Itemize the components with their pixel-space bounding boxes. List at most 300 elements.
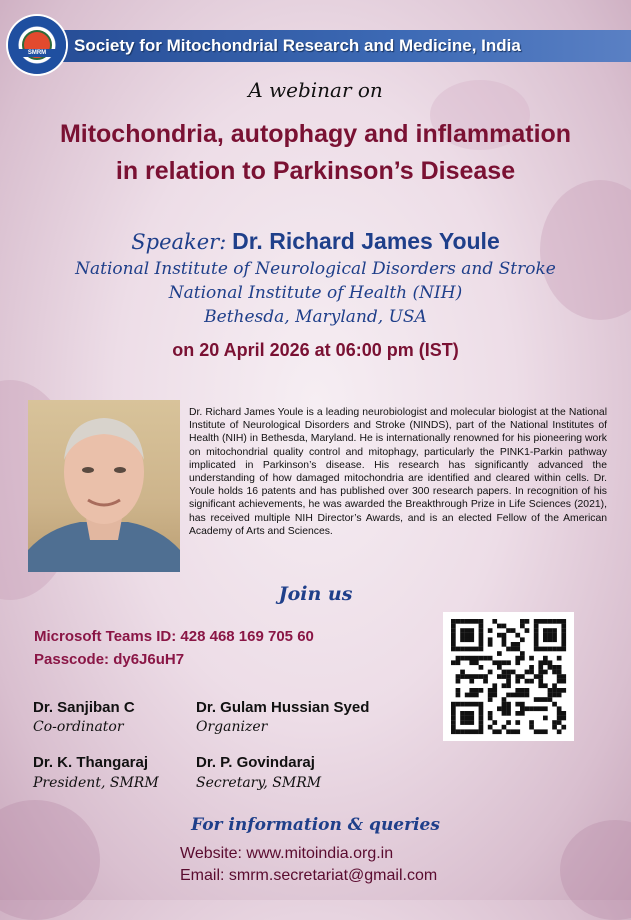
- qr-module: [460, 720, 465, 725]
- qr-module: [469, 711, 474, 716]
- qr-module: [460, 647, 465, 652]
- qr-module: [552, 637, 557, 642]
- qr-module: [456, 702, 461, 707]
- qr-module: [548, 619, 553, 624]
- qr-module: [561, 716, 566, 721]
- qr-module: [511, 670, 516, 675]
- qr-module: [548, 660, 553, 665]
- qr-module: [520, 637, 525, 642]
- qr-module: [515, 688, 520, 693]
- qr-module: [557, 665, 562, 670]
- qr-module: [479, 711, 484, 716]
- qr-module: [534, 637, 539, 642]
- qr-module: [506, 674, 511, 679]
- speaker-bio: Dr. Richard James Youle is a leading neurobiologist and molecular biologist at the National Institute of Neurological Disorders and Stroke (NINDS), part of the National Institutes of Health (NIH) in Bethesda, Maryland. He is internationally renowned for his pioneering work on mitochondrial quality control and mitophagy, particularly the PINK1-Parkin pathway implicated in Parkinson’s disease. His research has significantly advanced the understanding of how damaged mitochondria are identified and cleared within cells. Dr. Youle holds 16 patents and has published over 300 research papers. In recognition of his significant achievements, he was awarded the Breakthrough Prize in Life Sciences (2021), has received multiple NIH Director’s Awards, and is an elected Fellow of the American Academy of Arts and Sciences.: [189, 407, 607, 537]
- qr-module: [557, 729, 562, 734]
- qr-module: [502, 670, 507, 675]
- qr-module: [538, 647, 543, 652]
- qr-module: [548, 628, 553, 633]
- qr-module: [451, 720, 456, 725]
- qr-module: [506, 660, 511, 665]
- qr-module: [548, 637, 553, 642]
- qr-module: [460, 711, 465, 716]
- qr-module: [502, 674, 507, 679]
- qr-module: [552, 670, 557, 675]
- qr-module: [451, 628, 456, 633]
- qr-module: [548, 688, 553, 693]
- qr-module: [534, 729, 539, 734]
- qr-module: [534, 697, 539, 702]
- qr-module: [469, 720, 474, 725]
- speaker-line: [0, 228, 631, 255]
- qr-module: [474, 688, 479, 693]
- email-link[interactable]: Email: smrm.secretariat@gmail.com: [180, 867, 438, 884]
- qr-code-graphic: [443, 612, 574, 741]
- person-role: Organizer: [196, 719, 268, 735]
- qr-module: [511, 642, 516, 647]
- qr-module: [525, 670, 530, 675]
- qr-module: [492, 693, 497, 698]
- qr-module: [529, 656, 534, 661]
- qr-module: [451, 702, 456, 707]
- qr-module: [451, 711, 456, 716]
- qr-module: [515, 729, 520, 734]
- qr-module: [561, 688, 566, 693]
- qr-module: [469, 716, 474, 721]
- person-role: Co-ordinator: [33, 719, 124, 735]
- qr-module: [465, 702, 470, 707]
- qr-module: [543, 697, 548, 702]
- qr-module: [502, 706, 507, 711]
- qr-module: [479, 725, 484, 730]
- speaker-label: Speaker:: [131, 230, 227, 254]
- qr-module: [488, 693, 493, 698]
- qr-module: [488, 628, 493, 633]
- qr-module: [529, 665, 534, 670]
- qr-module: [465, 647, 470, 652]
- qr-module: [474, 702, 479, 707]
- qr-module: [515, 711, 520, 716]
- qr-module: [465, 674, 470, 679]
- qr-module: [543, 637, 548, 642]
- speaker-affiliation-1: National Institute of Neurological Disorders and Stroke: [75, 259, 556, 279]
- qr-module: [515, 693, 520, 698]
- qr-module: [515, 656, 520, 661]
- qr-module: [469, 688, 474, 693]
- qr-module: [479, 642, 484, 647]
- qr-module: [497, 729, 502, 734]
- qr-module: [502, 725, 507, 730]
- qr-module: [469, 702, 474, 707]
- qr-module: [479, 674, 484, 679]
- qr-module: [479, 729, 484, 734]
- qr-module: [552, 647, 557, 652]
- qr-module: [488, 656, 493, 661]
- society-name: Society for Mitochondrial Research and Medicine, India: [74, 36, 521, 55]
- qr-module: [469, 633, 474, 638]
- qr-module: [506, 670, 511, 675]
- qr-module: [469, 693, 474, 698]
- speaker-name: Dr. Richard James Youle: [232, 228, 500, 254]
- qr-module: [497, 665, 502, 670]
- qr-module: [529, 720, 534, 725]
- qr-module: [451, 725, 456, 730]
- qr-module: [511, 693, 516, 698]
- qr-module: [479, 637, 484, 642]
- person-name: Dr. P. Govindaraj: [196, 754, 315, 771]
- qr-module: [469, 656, 474, 661]
- qr-module: [552, 725, 557, 730]
- qr-module: [479, 628, 484, 633]
- qr-module: [557, 688, 562, 693]
- qr-module: [469, 628, 474, 633]
- qr-module: [479, 702, 484, 707]
- qr-module: [460, 729, 465, 734]
- qr-module: [460, 670, 465, 675]
- qr-module: [548, 697, 553, 702]
- qr-module: [557, 679, 562, 684]
- qr-module: [456, 688, 461, 693]
- qr-module: [552, 720, 557, 725]
- qr-module: [506, 702, 511, 707]
- qr-module: [451, 716, 456, 721]
- qr-module: [538, 729, 543, 734]
- qr-module: [474, 674, 479, 679]
- qr-module: [525, 619, 530, 624]
- qr-module: [557, 706, 562, 711]
- qr-module: [502, 642, 507, 647]
- qr-module: [543, 716, 548, 721]
- teams-id: Microsoft Teams ID: 428 468 169 705 60: [34, 628, 314, 645]
- qr-module: [548, 633, 553, 638]
- qr-module: [511, 647, 516, 652]
- qr-module: [525, 628, 530, 633]
- qr-module: [474, 729, 479, 734]
- qr-module: [534, 642, 539, 647]
- qr-module: [451, 633, 456, 638]
- person-role: President, SMRM: [33, 775, 159, 791]
- qr-module: [460, 702, 465, 707]
- qr-module: [497, 651, 502, 656]
- speaker-portrait-icon: [28, 400, 180, 572]
- qr-module: [515, 702, 520, 707]
- qr-module: [548, 647, 553, 652]
- qr-module: [465, 633, 470, 638]
- qr-module: [469, 674, 474, 679]
- qr-module: [479, 716, 484, 721]
- qr-module: [552, 633, 557, 638]
- qr-module: [502, 624, 507, 629]
- qr-module: [488, 637, 493, 642]
- qr-module: [561, 647, 566, 652]
- qr-module: [515, 633, 520, 638]
- qr-module: [456, 619, 461, 624]
- qr-module: [456, 693, 461, 698]
- qr-module: [515, 642, 520, 647]
- qr-module: [520, 688, 525, 693]
- qr-module: [460, 716, 465, 721]
- qr-module: [483, 656, 488, 661]
- qr-module: [538, 665, 543, 670]
- website-link[interactable]: Website: www.mitoindia.org.in: [180, 845, 394, 862]
- event-title-line2: in relation to Parkinson’s Disease: [115, 157, 516, 185]
- qr-module: [557, 656, 562, 661]
- qr-module: [543, 633, 548, 638]
- qr-module: [506, 683, 511, 688]
- person-role: Secretary, SMRM: [196, 775, 322, 791]
- qr-module: [506, 647, 511, 652]
- webinar-subtitle: A webinar on: [248, 78, 383, 102]
- qr-module: [488, 670, 493, 675]
- qr-module: [557, 716, 562, 721]
- qr-module: [561, 679, 566, 684]
- qr-module: [561, 624, 566, 629]
- qr-module: [479, 619, 484, 624]
- qr-module: [529, 706, 534, 711]
- qr-module: [479, 647, 484, 652]
- qr-module: [552, 665, 557, 670]
- qr-module: [451, 637, 456, 642]
- qr-module: [488, 697, 493, 702]
- qr-module: [460, 637, 465, 642]
- qr-module: [511, 729, 516, 734]
- qr-module: [492, 660, 497, 665]
- qr-module: [529, 679, 534, 684]
- qr-module: [456, 729, 461, 734]
- qr-module: [479, 688, 484, 693]
- qr-module: [483, 674, 488, 679]
- qr-module: [506, 720, 511, 725]
- qr-module: [502, 697, 507, 702]
- qr-module: [520, 651, 525, 656]
- qr-module: [520, 674, 525, 679]
- qr-module: [506, 628, 511, 633]
- qr-module: [520, 711, 525, 716]
- qr-module: [469, 660, 474, 665]
- qr-module: [506, 729, 511, 734]
- qr-module: [451, 660, 456, 665]
- qr-module: [474, 660, 479, 665]
- qr-module: [538, 697, 543, 702]
- qr-module: [534, 619, 539, 624]
- qr-module: [561, 633, 566, 638]
- qr-module: [502, 702, 507, 707]
- qr-module: [492, 688, 497, 693]
- qr-module: [525, 706, 530, 711]
- qr-module: [479, 720, 484, 725]
- qr-module: [534, 628, 539, 633]
- qr-module: [538, 706, 543, 711]
- qr-module: [483, 679, 488, 684]
- qr-module: [538, 683, 543, 688]
- qr-module: [534, 706, 539, 711]
- qr-module: [502, 637, 507, 642]
- qr-module: [460, 674, 465, 679]
- qr-module: [561, 637, 566, 642]
- qr-module: [469, 679, 474, 684]
- qr-module: [474, 693, 479, 698]
- qr-module: [456, 656, 461, 661]
- qr-module: [557, 693, 562, 698]
- qr-module: [451, 624, 456, 629]
- event-datetime: on 20 April 2026 at 06:00 pm (IST): [172, 340, 459, 360]
- info-heading: For information & queries: [191, 815, 440, 835]
- qr-module: [456, 679, 461, 684]
- qr-module: [538, 670, 543, 675]
- qr-module: [534, 674, 539, 679]
- qr-module: [529, 725, 534, 730]
- qr-module: [451, 619, 456, 624]
- qr-module: [465, 628, 470, 633]
- qr-module: [451, 642, 456, 647]
- qr-module: [525, 679, 530, 684]
- qr-module: [538, 679, 543, 684]
- qr-module: [543, 670, 548, 675]
- qr-module: [557, 619, 562, 624]
- qr-module: [561, 628, 566, 633]
- qr-module: [492, 683, 497, 688]
- qr-module: [451, 729, 456, 734]
- qr-module: [479, 656, 484, 661]
- logo-text: SMRM: [27, 50, 47, 56]
- qr-module: [552, 619, 557, 624]
- background-decoration: [560, 820, 631, 920]
- qr-module: [456, 647, 461, 652]
- qr-module: [552, 693, 557, 698]
- qr-module: [529, 670, 534, 675]
- qr-module: [460, 656, 465, 661]
- qr-module: [460, 619, 465, 624]
- qr-module: [497, 633, 502, 638]
- qr-module: [515, 660, 520, 665]
- qr-module: [456, 660, 461, 665]
- qr-module: [543, 656, 548, 661]
- qr-module: [506, 706, 511, 711]
- qr-module: [552, 683, 557, 688]
- person-name: Dr. Sanjiban C: [33, 699, 135, 716]
- qr-module: [497, 660, 502, 665]
- qr-module: [460, 633, 465, 638]
- qr-module: [465, 619, 470, 624]
- qr-code-icon[interactable]: [443, 612, 574, 741]
- qr-module: [538, 674, 543, 679]
- speaker-photo: [28, 400, 180, 572]
- qr-module: [451, 647, 456, 652]
- event-title-line1: Mitochondria, autophagy and inflammation: [59, 120, 572, 148]
- qr-module: [538, 619, 543, 624]
- qr-module: [492, 619, 497, 624]
- qr-module: [557, 674, 562, 679]
- qr-module: [561, 674, 566, 679]
- smrm-logo-icon: [8, 16, 66, 74]
- qr-module: [543, 660, 548, 665]
- qr-module: [561, 711, 566, 716]
- qr-module: [520, 619, 525, 624]
- qr-module: [465, 729, 470, 734]
- qr-module: [534, 624, 539, 629]
- qr-module: [561, 725, 566, 730]
- qr-module: [538, 660, 543, 665]
- qr-module: [502, 660, 507, 665]
- qr-module: [557, 647, 562, 652]
- qr-module: [515, 679, 520, 684]
- qr-module: [561, 642, 566, 647]
- qr-module: [506, 679, 511, 684]
- qr-module: [561, 619, 566, 624]
- qr-module: [479, 633, 484, 638]
- qr-module: [469, 637, 474, 642]
- qr-module: [465, 716, 470, 721]
- qr-module: [479, 624, 484, 629]
- person-name: Dr. Gulam Hussian Syed: [196, 699, 370, 716]
- qr-module: [543, 647, 548, 652]
- qr-module: [543, 706, 548, 711]
- qr-module: [465, 693, 470, 698]
- qr-module: [506, 711, 511, 716]
- qr-module: [474, 656, 479, 661]
- qr-module: [474, 619, 479, 624]
- join-us-heading: Join us: [278, 583, 353, 605]
- qr-module: [469, 647, 474, 652]
- qr-module: [492, 720, 497, 725]
- qr-module: [552, 688, 557, 693]
- speaker-affiliation-2: National Institute of Health (NIH): [168, 283, 463, 303]
- qr-module: [534, 633, 539, 638]
- qr-module: [557, 711, 562, 716]
- qr-module: [520, 706, 525, 711]
- qr-module: [525, 688, 530, 693]
- qr-module: [506, 693, 511, 698]
- qr-module: [515, 647, 520, 652]
- qr-module: [557, 720, 562, 725]
- qr-module: [492, 729, 497, 734]
- qr-module: [520, 702, 525, 707]
- qr-module: [525, 693, 530, 698]
- qr-module: [552, 702, 557, 707]
- person-name: Dr. K. Thangaraj: [33, 754, 149, 771]
- qr-module: [488, 642, 493, 647]
- qr-module: [502, 633, 507, 638]
- qr-module: [465, 711, 470, 716]
- qr-module: [465, 637, 470, 642]
- qr-module: [469, 619, 474, 624]
- qr-module: [520, 656, 525, 661]
- qr-module: [543, 619, 548, 624]
- qr-module: [497, 674, 502, 679]
- qr-module: [543, 683, 548, 688]
- qr-module: [479, 665, 484, 670]
- qr-module: [548, 693, 553, 698]
- qr-module: [465, 656, 470, 661]
- qr-module: [460, 628, 465, 633]
- qr-module: [543, 628, 548, 633]
- qr-module: [488, 711, 493, 716]
- qr-module: [451, 706, 456, 711]
- teams-passcode: Passcode: dy6J6uH7: [34, 651, 185, 668]
- qr-module: [488, 716, 493, 721]
- qr-module: [511, 628, 516, 633]
- qr-module: [557, 670, 562, 675]
- speaker-affiliation-3: Bethesda, Maryland, USA: [204, 307, 427, 327]
- qr-module: [502, 683, 507, 688]
- qr-module: [515, 674, 520, 679]
- qr-module: [552, 628, 557, 633]
- qr-module: [515, 720, 520, 725]
- qr-module: [469, 729, 474, 734]
- qr-module: [548, 665, 553, 670]
- qr-module: [497, 706, 502, 711]
- qr-module: [488, 725, 493, 730]
